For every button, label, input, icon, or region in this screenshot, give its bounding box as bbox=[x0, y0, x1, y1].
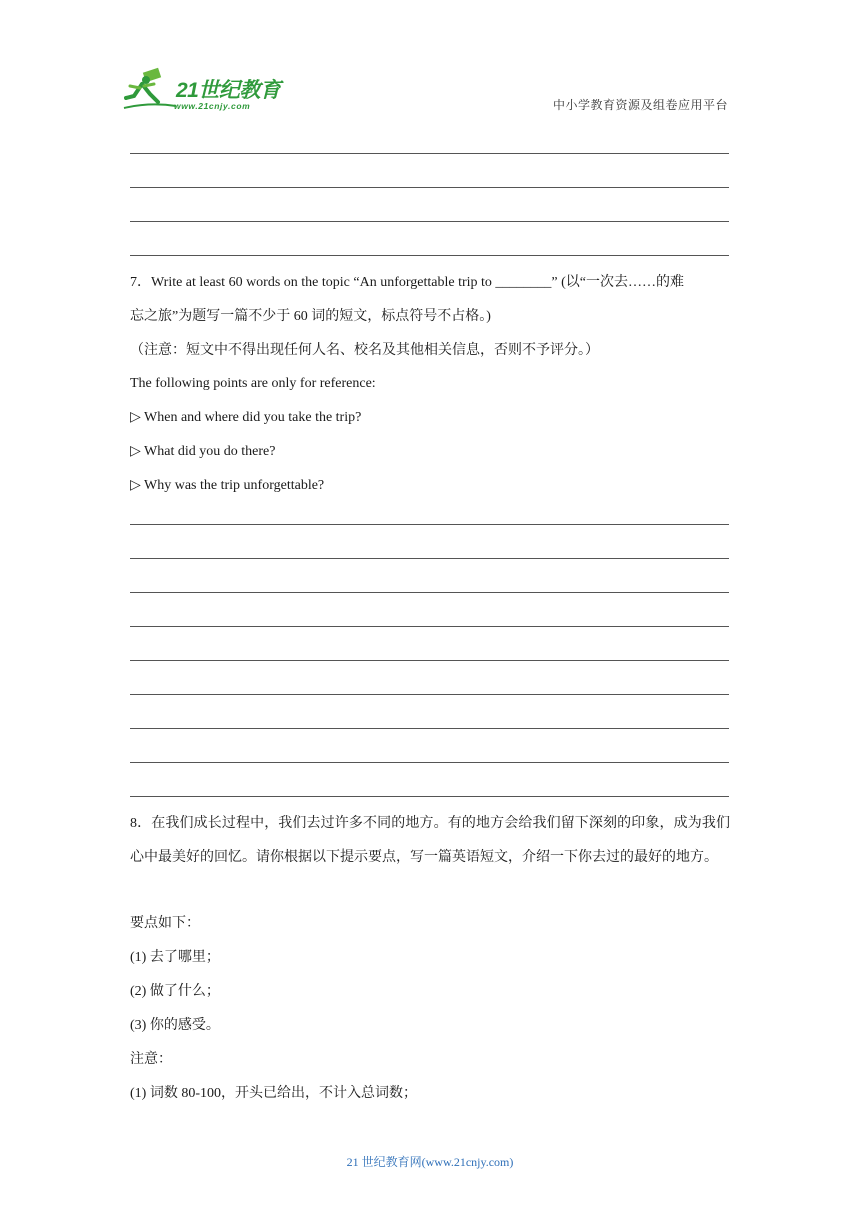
answer-line[interactable] bbox=[130, 255, 729, 256]
runner-icon bbox=[122, 66, 178, 114]
q8-point: (3) 你的感受。 bbox=[130, 1018, 220, 1033]
logo-url: www.21cnjy.com bbox=[174, 101, 251, 111]
q8-points-title: 要点如下： bbox=[130, 916, 200, 931]
q7-prompt-line1: 7．Write at least 60 words on the topic “An unforgettable trip to ________” (以“一次去……的难 bbox=[130, 275, 685, 290]
q8-note: (1) 词数 80-100，开头已给出，不计入总词数； bbox=[130, 1086, 417, 1101]
answer-line[interactable] bbox=[130, 762, 729, 763]
q7-reference-intro: The following points are only for reference: bbox=[130, 376, 376, 391]
q8-point: (2) 做了什么； bbox=[130, 984, 220, 999]
q7-note: （注意：短文中不得出现任何人名、校名及其他相关信息，否则不予评分。） bbox=[130, 343, 599, 358]
answer-line[interactable] bbox=[130, 626, 729, 627]
answer-line[interactable] bbox=[130, 558, 729, 559]
q7-point: ▷ Why was the trip unforgettable? bbox=[130, 478, 325, 493]
answer-line[interactable] bbox=[130, 728, 729, 729]
q8-notes-title: 注意： bbox=[130, 1052, 172, 1067]
answer-line[interactable] bbox=[130, 187, 729, 188]
brand-logo bbox=[122, 66, 292, 116]
answer-line[interactable] bbox=[130, 694, 729, 695]
answer-line[interactable] bbox=[130, 153, 729, 154]
platform-title: 中小学教育资源及组卷应用平台 bbox=[552, 98, 728, 112]
answer-line[interactable] bbox=[130, 524, 729, 525]
answer-line[interactable] bbox=[130, 592, 729, 593]
answer-line[interactable] bbox=[130, 221, 729, 222]
q7-prompt-line2: 忘之旅”为题写一篇不少于 60 词的短文，标点符号不占格。) bbox=[130, 309, 491, 324]
page-header bbox=[0, 0, 860, 130]
q8-intro: 8．在我们成长过程中，我们去过许多不同的地方。有的地方会给我们留下深刻的印象，成为我们心中最美好的回忆。请你根据以下提示要点，写一篇英语短文，介绍一下你去过的最好的地方。 bbox=[130, 816, 730, 865]
page-footer: 21 世纪教育网(www.21cnjy.com) bbox=[346, 1155, 514, 1169]
q7-point: ▷ What did you do there? bbox=[130, 444, 276, 459]
q8-point: (1) 去了哪里； bbox=[130, 950, 220, 965]
q7-point: ▷ When and where did you take the trip? bbox=[130, 410, 362, 425]
answer-line[interactable] bbox=[130, 660, 729, 661]
answer-line[interactable] bbox=[130, 796, 729, 797]
logo-text: 21世纪教育 bbox=[176, 79, 281, 102]
